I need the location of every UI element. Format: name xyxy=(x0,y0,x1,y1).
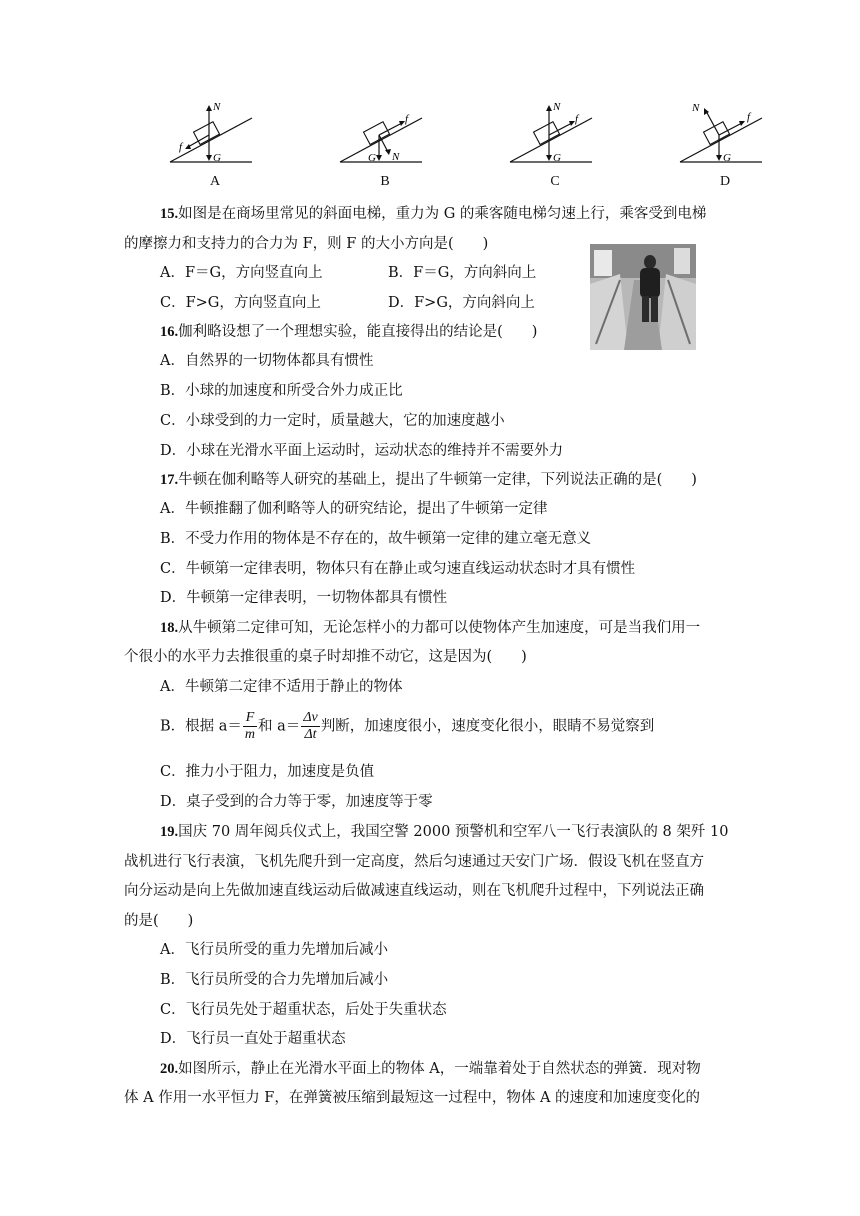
q20-line1 xyxy=(160,1059,701,1079)
diagram-d xyxy=(670,100,780,192)
diagram-c xyxy=(500,100,610,192)
incline-diagram-a xyxy=(160,100,270,172)
force-diagrams xyxy=(160,100,780,192)
option-text: B．根据 a＝ xyxy=(160,718,242,735)
q15-option-d: D．F>G，方向斜向上 xyxy=(388,295,535,311)
force-label: G xyxy=(213,152,221,164)
incline-diagram-c xyxy=(500,100,610,172)
q16-option-d: D．小球在光滑水平面上运动时，运动状态的维持并不需要外力 xyxy=(160,443,564,459)
q20-line2: 体 A 作用一水平恒力 F，在弹簧被压缩到最短这一过程中，物体 A 的速度和加速度变化的 xyxy=(124,1090,701,1106)
option-label: B xyxy=(380,174,390,189)
q17-line1 xyxy=(160,470,697,490)
q16-option-b: B．小球的加速度和所受合外力成正比 xyxy=(160,383,403,399)
formula-fraction xyxy=(243,710,257,743)
question-text: 伽利略设想了一个理想实验，能直接得出的结论是( ) xyxy=(178,324,538,340)
question-number: 20. xyxy=(160,1061,179,1077)
question-number: 16. xyxy=(160,324,179,340)
q17-option-c: C．牛顿第一定律表明，物体只有在静止或匀速直线运动状态时才具有惯性 xyxy=(160,561,636,577)
force-label: N xyxy=(692,102,700,114)
q15-option-c: C．F>G，方向竖直向上 xyxy=(160,295,321,311)
question-text: 国庆 70 周年阅兵仪式上，我国空警 2000 预警机和空军八一飞行表演队的 8 架歼 10 xyxy=(178,824,729,840)
question-text: 从牛顿第二定律可知，无论怎样小的力都可以使物体产生加速度，可是当我们用一 xyxy=(178,620,701,636)
q16-line1 xyxy=(160,322,537,342)
q15-option-b: B．F＝G，方向斜向上 xyxy=(388,265,537,281)
formula-fraction xyxy=(301,710,319,743)
question-text: 牛顿在伽利略等人研究的基础上，提出了牛顿第一定律，下列说法正确的是( ) xyxy=(178,472,697,488)
question-number: 18. xyxy=(160,620,179,636)
q19-line4: 的是( ) xyxy=(124,913,194,929)
question-number: 19. xyxy=(160,824,179,840)
q17-option-b: B．不受力作用的物体是不存在的，故牛顿第一定律的建立毫无意义 xyxy=(160,531,592,547)
q17-option-d: D．牛顿第一定律表明，一切物体都具有惯性 xyxy=(160,590,448,606)
q15-line2: 的摩擦力和支持力的合力为 F，则 F 的大小方向是( ) xyxy=(124,236,489,252)
option-text: 和 a＝ xyxy=(258,718,301,735)
option-text: 判断，加速度很小，速度变化很小，眼睛不易觉察到 xyxy=(320,718,655,735)
force-label: N xyxy=(392,151,400,163)
q19-option-a: A．飞行员所受的重力先增加后减小 xyxy=(160,942,388,958)
incline-diagram-d xyxy=(670,100,780,172)
fraction-denominator: m xyxy=(244,727,256,742)
force-label: f xyxy=(575,113,579,125)
q18-option-a: A．牛顿第二定律不适用于静止的物体 xyxy=(160,679,403,695)
q18-option-c: C．推力小于阻力，加速度是负值 xyxy=(160,764,375,780)
force-label: G xyxy=(553,152,561,164)
option-label: D xyxy=(719,174,731,189)
escalator-photo xyxy=(590,244,696,350)
force-label: f xyxy=(405,113,409,125)
q19-option-c: C．飞行员先处于超重状态，后处于失重状态 xyxy=(160,1002,447,1018)
q18-line1 xyxy=(160,618,700,638)
q15-line1 xyxy=(160,204,706,224)
fraction-numerator: Δv xyxy=(303,710,318,725)
force-label: G xyxy=(368,152,376,164)
diagram-b xyxy=(330,100,440,192)
force-label: f xyxy=(179,141,183,153)
q18-option-b xyxy=(160,710,654,743)
q15-option-a: A．F＝G，方向竖直向上 xyxy=(160,265,323,281)
q16-option-c: C．小球受到的力一定时，质量越大，它的加速度越小 xyxy=(160,413,505,429)
q19-line1 xyxy=(160,822,728,842)
option-label: A xyxy=(209,174,221,189)
diagram-a xyxy=(160,100,270,192)
q19-line2: 战机进行飞行表演，飞机先爬升到一定高度，然后匀速通过天安门广场．假设飞机在竖直方 xyxy=(124,854,704,870)
force-label: G xyxy=(723,152,731,164)
force-label: N xyxy=(553,101,561,113)
question-number: 17. xyxy=(160,472,179,488)
incline-diagram-b xyxy=(330,100,440,172)
option-label: C xyxy=(550,174,560,189)
q18-line2: 个很小的水平力去推很重的桌子时却推不动它，这是因为( ) xyxy=(124,649,527,665)
q19-option-b: B．飞行员所受的合力先增加后减小 xyxy=(160,972,389,988)
fraction-denominator: Δt xyxy=(304,727,317,742)
force-label: f xyxy=(747,111,751,123)
fraction-numerator: F xyxy=(243,710,257,727)
q18-option-d: D．桌子受到的合力等于零，加速度等于零 xyxy=(160,794,433,810)
q16-option-a: A．自然界的一切物体都具有惯性 xyxy=(160,353,374,369)
q19-line3: 向分运动是向上先做加速直线运动后做减速直线运动，则在飞机爬升过程中，下列说法正确 xyxy=(124,883,704,899)
q19-option-d: D．飞行员一直处于超重状态 xyxy=(160,1031,346,1047)
force-label: N xyxy=(213,101,221,113)
question-text: 如图是在商场里常见的斜面电梯，重力为 G 的乘客随电梯匀速上行，乘客受到电梯 xyxy=(178,206,707,222)
q17-option-a: A．牛顿推翻了伽利略等人的研究结论，提出了牛顿第一定律 xyxy=(160,501,548,517)
question-number: 15. xyxy=(160,206,179,222)
question-text: 如图所示，静止在光滑水平面上的物体 A，一端靠着处于自然状态的弹簧．现对物 xyxy=(178,1061,701,1077)
